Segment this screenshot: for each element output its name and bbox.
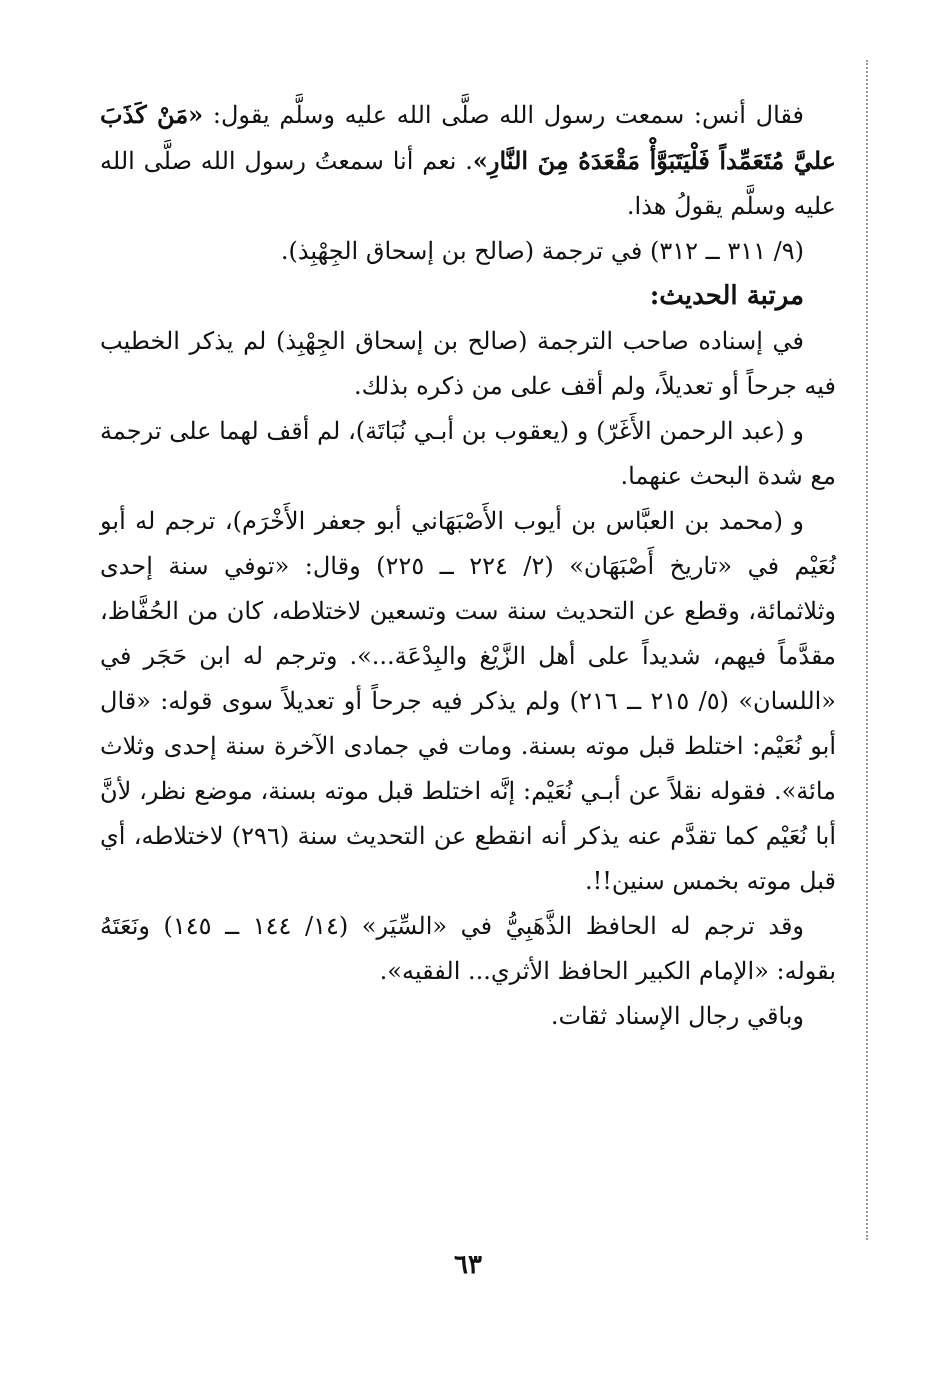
paragraph-hadith [100,92,836,229]
hadith-intro: فقال أنس: سمعت رسول الله صلَّى الله عليه وسلَّم يقول: [203,101,804,129]
section-heading: مرتبة الحديث: [649,281,804,311]
page-body [100,92,836,1039]
paragraph-dhahabi: وقد ترجم له الحافظ الذَّهَبِيُّ في «السِّيَر» (١٤/ ١٤٤ ــ ١٤٥) ونَعَتَهُ بقوله: «الإمام الكبير الحافظ الأثري... الفقيه». [100,912,836,985]
paragraph-narrator-2: و (عبد الرحمن الأَغَرّ) و (يعقوب بن أبـي نُبَاتَة)، لم أقف لهما على ترجمة مع شدة البحث عنهما. [100,417,836,490]
source-reference: (٩/ ٣١١ ــ ٣١٢) في ترجمة (صالح بن إسحاق الجِهْبِذ). [280,237,804,265]
margin-dotted-line [866,60,872,1240]
paragraph-conclusion: وباقي رجال الإسناد ثقات. [550,1002,804,1030]
paragraph-narrator-1: في إسناده صاحب الترجمة (صالح بن إسحاق الجِهْبِذ) لم يذكر الخطيب فيه جرحاً أو تعديلاً، ولم أقف على من ذكره بذلك. [100,327,836,400]
page-number: ٦٣ [454,1250,482,1280]
paragraph-narrator-3: و (محمد بن العبَّاس بن أيوب الأَصْبَهَاني أبو جعفر الأَخْرَم)، ترجم له أبو نُعَيْم في «تاريخ أَصْبَهَان» (٢/ ٢٢٤ ــ ٢٢٥) وقال: «توفي سنة إحدى وثلاثمائة، وقطع عن التحديث سنة ست وتسعين لاختلاطه، كان من الحُفَّاظ، مقدَّماً فيهم، شديداً على أهل الزَّيْغ والبِدْعَة...». وترجم له ابن حَجَر في «اللسان» (٥/ ٢١٥ ــ ٢١٦) ولم يذكر فيه جرحاً أو تعديلاً سوى قوله: «قال أبو نُعَيْم: اختلط قبل موته بسنة. ومات في جمادى الآخرة سنة إحدى وثلاث مائة». فقوله نقلاً عن أبـي نُعَيْم: إنَّه اختلط قبل موته بسنة، موضع نظر، لأنَّ أبا نُعَيْم كما تقدَّم عنه يذكر أنه انقطع عن التحديث سنة (٢٩٦) لاختلاطه، أي قبل موته بخمس سنين!!. [100,507,837,895]
hadith-tail: . نعم أنا سمعتُ رسول الله صلَّى الله عليه وسلَّم يقولُ هذا. [100,147,836,220]
hadith-quote: «مَنْ كَذَبَ عليَّ مُتَعَمِّداً فَلْيَتَبَوَّأْ مَقْعَدَهُ مِنَ النَّارِ» [100,100,837,175]
